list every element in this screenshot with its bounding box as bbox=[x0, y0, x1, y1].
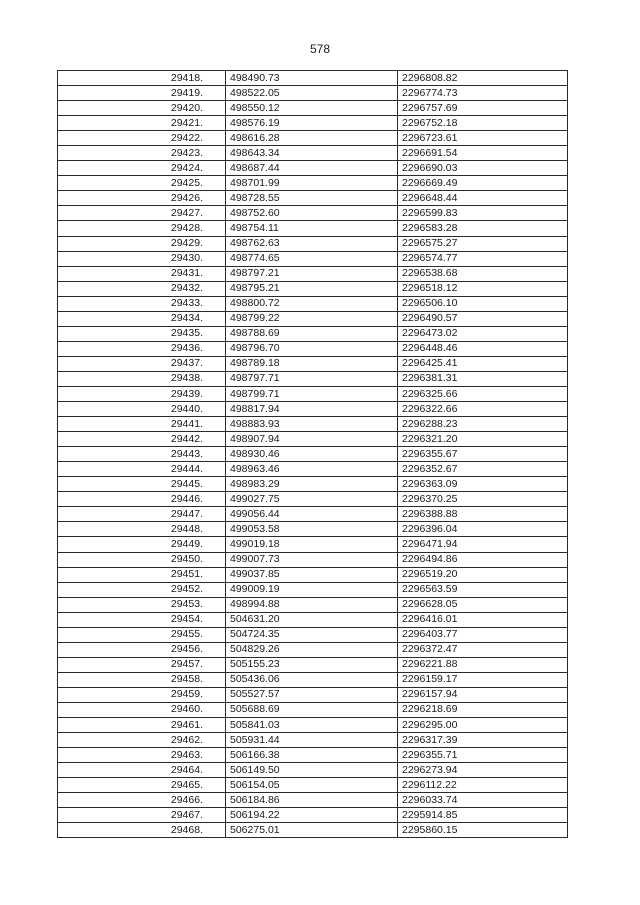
table-row bbox=[58, 627, 568, 642]
table-row bbox=[58, 567, 568, 582]
point-number-cell: 29424. bbox=[58, 161, 226, 176]
easting-cell: 498799.71 bbox=[226, 386, 398, 401]
table-row bbox=[58, 221, 568, 236]
easting-cell: 506275.01 bbox=[226, 823, 398, 838]
table-row bbox=[58, 748, 568, 763]
easting-cell: 498728.55 bbox=[226, 191, 398, 206]
table-row bbox=[58, 492, 568, 507]
northing-cell: 2296506.10 bbox=[398, 296, 568, 311]
coordinates-table bbox=[57, 70, 568, 838]
easting-cell: 499037.85 bbox=[226, 567, 398, 582]
table-row bbox=[58, 356, 568, 371]
point-number-cell: 29444. bbox=[58, 462, 226, 477]
northing-cell: 2296372.47 bbox=[398, 642, 568, 657]
northing-cell: 2296157.94 bbox=[398, 687, 568, 702]
northing-cell: 2296322.66 bbox=[398, 402, 568, 417]
easting-cell: 506184.86 bbox=[226, 793, 398, 808]
page-number: 578 bbox=[309, 42, 331, 56]
point-number-cell: 29425. bbox=[58, 176, 226, 191]
northing-cell: 2296494.86 bbox=[398, 552, 568, 567]
point-number-cell: 29447. bbox=[58, 507, 226, 522]
point-number-cell: 29428. bbox=[58, 221, 226, 236]
easting-cell: 498907.94 bbox=[226, 432, 398, 447]
northing-cell: 2296774.73 bbox=[398, 86, 568, 101]
northing-cell: 2296352.67 bbox=[398, 462, 568, 477]
table-row bbox=[58, 582, 568, 597]
point-number-cell: 29419. bbox=[58, 86, 226, 101]
northing-cell: 2296538.68 bbox=[398, 266, 568, 281]
table-row bbox=[58, 672, 568, 687]
point-number-cell: 29465. bbox=[58, 778, 226, 793]
table-row bbox=[58, 161, 568, 176]
point-number-cell: 29468. bbox=[58, 823, 226, 838]
table-row bbox=[58, 733, 568, 748]
point-number-cell: 29430. bbox=[58, 251, 226, 266]
northing-cell: 2296574.77 bbox=[398, 251, 568, 266]
northing-cell: 2296723.61 bbox=[398, 131, 568, 146]
northing-cell: 2296808.82 bbox=[398, 71, 568, 86]
northing-cell: 2296112.22 bbox=[398, 778, 568, 793]
easting-cell: 498797.21 bbox=[226, 266, 398, 281]
easting-cell: 505436.06 bbox=[226, 672, 398, 687]
table-row bbox=[58, 432, 568, 447]
table-row bbox=[58, 612, 568, 627]
easting-cell: 498752.60 bbox=[226, 206, 398, 221]
point-number-cell: 29433. bbox=[58, 296, 226, 311]
point-number-cell: 29436. bbox=[58, 341, 226, 356]
northing-cell: 2296628.05 bbox=[398, 597, 568, 612]
table-row bbox=[58, 296, 568, 311]
table-row bbox=[58, 311, 568, 326]
point-number-cell: 29450. bbox=[58, 552, 226, 567]
point-number-cell: 29441. bbox=[58, 417, 226, 432]
table-row bbox=[58, 251, 568, 266]
point-number-cell: 29456. bbox=[58, 642, 226, 657]
table-row bbox=[58, 116, 568, 131]
point-number-cell: 29445. bbox=[58, 477, 226, 492]
point-number-cell: 29437. bbox=[58, 356, 226, 371]
point-number-cell: 29438. bbox=[58, 371, 226, 386]
northing-cell: 2296295.00 bbox=[398, 718, 568, 733]
point-number-cell: 29455. bbox=[58, 627, 226, 642]
northing-cell: 2296490.57 bbox=[398, 311, 568, 326]
coordinates-table-body bbox=[58, 71, 568, 838]
easting-cell: 498762.63 bbox=[226, 236, 398, 251]
point-number-cell: 29421. bbox=[58, 116, 226, 131]
table-row bbox=[58, 191, 568, 206]
point-number-cell: 29459. bbox=[58, 687, 226, 702]
easting-cell: 498930.46 bbox=[226, 447, 398, 462]
table-row bbox=[58, 823, 568, 838]
point-number-cell: 29443. bbox=[58, 447, 226, 462]
easting-cell: 498788.69 bbox=[226, 326, 398, 341]
easting-cell: 504829.26 bbox=[226, 642, 398, 657]
northing-cell: 2296691.54 bbox=[398, 146, 568, 161]
easting-cell: 498754.11 bbox=[226, 221, 398, 236]
point-number-cell: 29467. bbox=[58, 808, 226, 823]
northing-cell: 2296317.39 bbox=[398, 733, 568, 748]
point-number-cell: 29451. bbox=[58, 567, 226, 582]
table-row bbox=[58, 131, 568, 146]
easting-cell: 498983.29 bbox=[226, 477, 398, 492]
northing-cell: 2296425.41 bbox=[398, 356, 568, 371]
easting-cell: 505155.23 bbox=[226, 657, 398, 672]
easting-cell: 498774.65 bbox=[226, 251, 398, 266]
northing-cell: 2296355.71 bbox=[398, 748, 568, 763]
point-number-cell: 29462. bbox=[58, 733, 226, 748]
northing-cell: 2296563.59 bbox=[398, 582, 568, 597]
table-row bbox=[58, 236, 568, 251]
easting-cell: 498687.44 bbox=[226, 161, 398, 176]
point-number-cell: 29422. bbox=[58, 131, 226, 146]
northing-cell: 2296599.83 bbox=[398, 206, 568, 221]
point-number-cell: 29435. bbox=[58, 326, 226, 341]
point-number-cell: 29466. bbox=[58, 793, 226, 808]
point-number-cell: 29449. bbox=[58, 537, 226, 552]
point-number-cell: 29418. bbox=[58, 71, 226, 86]
point-number-cell: 29461. bbox=[58, 718, 226, 733]
easting-cell: 498550.12 bbox=[226, 101, 398, 116]
easting-cell: 498800.72 bbox=[226, 296, 398, 311]
point-number-cell: 29454. bbox=[58, 612, 226, 627]
easting-cell: 499019.18 bbox=[226, 537, 398, 552]
point-number-cell: 29440. bbox=[58, 402, 226, 417]
table-row bbox=[58, 281, 568, 296]
table-row bbox=[58, 718, 568, 733]
table-row bbox=[58, 341, 568, 356]
point-number-cell: 29460. bbox=[58, 702, 226, 717]
easting-cell: 498490.73 bbox=[226, 71, 398, 86]
table-row bbox=[58, 462, 568, 477]
table-row bbox=[58, 101, 568, 116]
table-row bbox=[58, 522, 568, 537]
point-number-cell: 29453. bbox=[58, 597, 226, 612]
point-number-cell: 29446. bbox=[58, 492, 226, 507]
point-number-cell: 29429. bbox=[58, 236, 226, 251]
northing-cell: 2296752.18 bbox=[398, 116, 568, 131]
easting-cell: 505841.03 bbox=[226, 718, 398, 733]
table-row bbox=[58, 266, 568, 281]
easting-cell: 498797.71 bbox=[226, 371, 398, 386]
easting-cell: 505688.69 bbox=[226, 702, 398, 717]
point-number-cell: 29427. bbox=[58, 206, 226, 221]
table-row bbox=[58, 447, 568, 462]
table-row bbox=[58, 71, 568, 86]
northing-cell: 2296321.20 bbox=[398, 432, 568, 447]
table-row bbox=[58, 552, 568, 567]
northing-cell: 2296518.12 bbox=[398, 281, 568, 296]
table-row bbox=[58, 507, 568, 522]
northing-cell: 2296221.88 bbox=[398, 657, 568, 672]
easting-cell: 498576.19 bbox=[226, 116, 398, 131]
table-row bbox=[58, 642, 568, 657]
point-number-cell: 29432. bbox=[58, 281, 226, 296]
table-row bbox=[58, 386, 568, 401]
easting-cell: 506166.38 bbox=[226, 748, 398, 763]
northing-cell: 2296159.17 bbox=[398, 672, 568, 687]
point-number-cell: 29442. bbox=[58, 432, 226, 447]
northing-cell: 2296396.04 bbox=[398, 522, 568, 537]
easting-cell: 498799.22 bbox=[226, 311, 398, 326]
northing-cell: 2296648.44 bbox=[398, 191, 568, 206]
easting-cell: 506154.05 bbox=[226, 778, 398, 793]
easting-cell: 505527.57 bbox=[226, 687, 398, 702]
easting-cell: 506194.22 bbox=[226, 808, 398, 823]
northing-cell: 2296355.67 bbox=[398, 447, 568, 462]
northing-cell: 2296448.46 bbox=[398, 341, 568, 356]
table-row bbox=[58, 808, 568, 823]
easting-cell: 504631.20 bbox=[226, 612, 398, 627]
northing-cell: 2296218.69 bbox=[398, 702, 568, 717]
northing-cell: 2296757.69 bbox=[398, 101, 568, 116]
point-number-cell: 29423. bbox=[58, 146, 226, 161]
table-row bbox=[58, 702, 568, 717]
table-row bbox=[58, 402, 568, 417]
easting-cell: 498963.46 bbox=[226, 462, 398, 477]
northing-cell: 2296575.27 bbox=[398, 236, 568, 251]
easting-cell: 504724.35 bbox=[226, 627, 398, 642]
point-number-cell: 29434. bbox=[58, 311, 226, 326]
easting-cell: 499007.73 bbox=[226, 552, 398, 567]
table-row bbox=[58, 763, 568, 778]
point-number-cell: 29464. bbox=[58, 763, 226, 778]
easting-cell: 498795.21 bbox=[226, 281, 398, 296]
point-number-cell: 29457. bbox=[58, 657, 226, 672]
northing-cell: 2296669.49 bbox=[398, 176, 568, 191]
easting-cell: 499053.58 bbox=[226, 522, 398, 537]
northing-cell: 2296363.09 bbox=[398, 477, 568, 492]
table-row bbox=[58, 371, 568, 386]
easting-cell: 498994.88 bbox=[226, 597, 398, 612]
easting-cell: 498616.28 bbox=[226, 131, 398, 146]
table-row bbox=[58, 86, 568, 101]
easting-cell: 505931.44 bbox=[226, 733, 398, 748]
table-row bbox=[58, 206, 568, 221]
easting-cell: 498789.18 bbox=[226, 356, 398, 371]
point-number-cell: 29463. bbox=[58, 748, 226, 763]
point-number-cell: 29452. bbox=[58, 582, 226, 597]
northing-cell: 2296288.23 bbox=[398, 417, 568, 432]
northing-cell: 2296370.25 bbox=[398, 492, 568, 507]
point-number-cell: 29420. bbox=[58, 101, 226, 116]
table-row bbox=[58, 176, 568, 191]
point-number-cell: 29448. bbox=[58, 522, 226, 537]
table-row bbox=[58, 146, 568, 161]
northing-cell: 2296583.28 bbox=[398, 221, 568, 236]
easting-cell: 499027.75 bbox=[226, 492, 398, 507]
northing-cell: 2296473.02 bbox=[398, 326, 568, 341]
table-row bbox=[58, 778, 568, 793]
point-number-cell: 29426. bbox=[58, 191, 226, 206]
northing-cell: 2296416.01 bbox=[398, 612, 568, 627]
table-row bbox=[58, 326, 568, 341]
easting-cell: 498817.94 bbox=[226, 402, 398, 417]
easting-cell: 499056.44 bbox=[226, 507, 398, 522]
northing-cell: 2295860.15 bbox=[398, 823, 568, 838]
northing-cell: 2296403.77 bbox=[398, 627, 568, 642]
table-row bbox=[58, 793, 568, 808]
easting-cell: 506149.50 bbox=[226, 763, 398, 778]
point-number-cell: 29431. bbox=[58, 266, 226, 281]
easting-cell: 498883.93 bbox=[226, 417, 398, 432]
table-row bbox=[58, 537, 568, 552]
table-row bbox=[58, 477, 568, 492]
table-row bbox=[58, 657, 568, 672]
northing-cell: 2295914.85 bbox=[398, 808, 568, 823]
easting-cell: 498643.34 bbox=[226, 146, 398, 161]
easting-cell: 498522.05 bbox=[226, 86, 398, 101]
northing-cell: 2296388.88 bbox=[398, 507, 568, 522]
northing-cell: 2296033.74 bbox=[398, 793, 568, 808]
table-row bbox=[58, 597, 568, 612]
point-number-cell: 29458. bbox=[58, 672, 226, 687]
northing-cell: 2296325.66 bbox=[398, 386, 568, 401]
northing-cell: 2296471.94 bbox=[398, 537, 568, 552]
easting-cell: 498796.70 bbox=[226, 341, 398, 356]
northing-cell: 2296690.03 bbox=[398, 161, 568, 176]
easting-cell: 499009.19 bbox=[226, 582, 398, 597]
table-row bbox=[58, 687, 568, 702]
point-number-cell: 29439. bbox=[58, 386, 226, 401]
northing-cell: 2296273.94 bbox=[398, 763, 568, 778]
northing-cell: 2296381.31 bbox=[398, 371, 568, 386]
table-row bbox=[58, 417, 568, 432]
northing-cell: 2296519.20 bbox=[398, 567, 568, 582]
easting-cell: 498701.99 bbox=[226, 176, 398, 191]
